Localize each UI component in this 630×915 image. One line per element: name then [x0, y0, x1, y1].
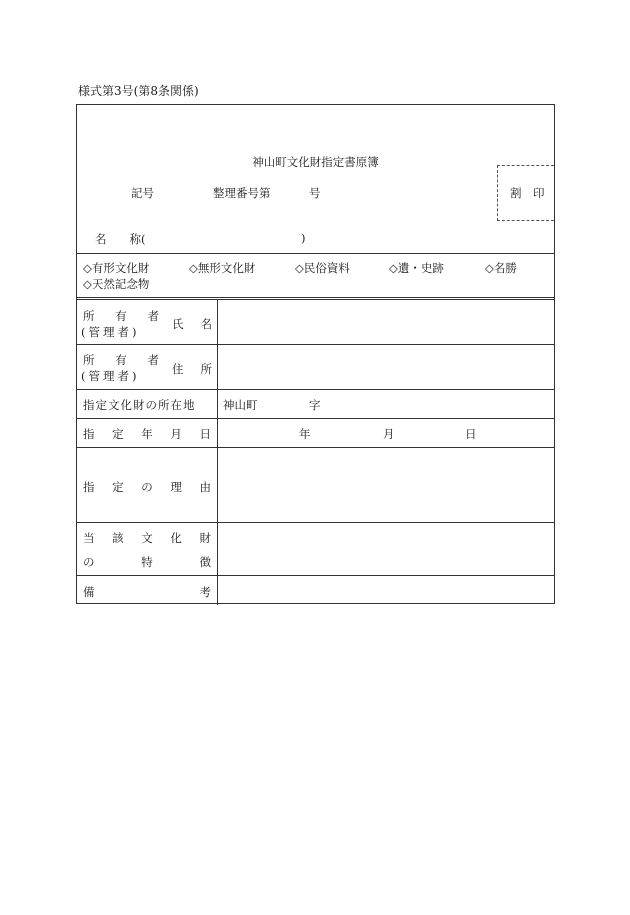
form-number: 様式第3号(第8条関係): [78, 84, 199, 98]
divider: [77, 418, 554, 419]
location-aza: 字: [309, 398, 321, 412]
seal-box: [497, 165, 554, 221]
divider: [77, 297, 554, 298]
name-close-paren: ): [301, 231, 306, 245]
location-label: 指定文化財の所在地: [83, 398, 196, 412]
ref-number-suffix: 号: [309, 186, 321, 200]
category-natural-monument: ◇天然記念物: [83, 277, 150, 291]
owner-name-label: 氏 名: [172, 317, 212, 331]
manager-label: (管理者): [81, 369, 140, 383]
divider: [77, 447, 554, 448]
manager-label: (管理者): [81, 325, 140, 339]
date-day: 日: [465, 427, 477, 441]
category-folk: ◇民俗資料: [295, 261, 350, 275]
divider: [77, 253, 554, 254]
features-label-line1: 当 該 文 化 財: [83, 531, 211, 545]
designation-reason-label: 指 定 の 理 由: [83, 480, 211, 494]
divider: [77, 575, 554, 576]
category-tangible: ◇有形文化財: [83, 261, 150, 275]
date-month: 月: [383, 427, 395, 441]
category-intangible: ◇無形文化財: [189, 261, 256, 275]
ref-number-label: 整理番号第: [213, 186, 271, 200]
category-historic-site: ◇遺・史跡: [389, 261, 444, 275]
symbol-label: 記号: [131, 186, 154, 200]
form-title: 神山町文化財指定書原簿: [252, 155, 379, 169]
divider: [77, 299, 554, 300]
registry-form: [76, 104, 555, 604]
location-town: 神山町: [223, 398, 258, 412]
seal-label: 割 印: [510, 186, 545, 200]
date-year: 年: [299, 427, 311, 441]
name-label: 名 称(: [95, 232, 146, 246]
owner-label-line1: 所 有 者: [83, 309, 159, 323]
owner-address-label: 住 所: [172, 362, 212, 376]
divider: [77, 389, 554, 390]
remarks-label: 備 考: [83, 585, 211, 599]
features-label-line2: の 特 徴: [83, 555, 211, 569]
divider: [77, 344, 554, 345]
divider: [77, 522, 554, 523]
owner-label-line1: 所 有 者: [83, 353, 159, 367]
category-scenic: ◇名勝: [485, 261, 517, 275]
designation-date-label: 指 定 年 月 日: [83, 427, 211, 441]
